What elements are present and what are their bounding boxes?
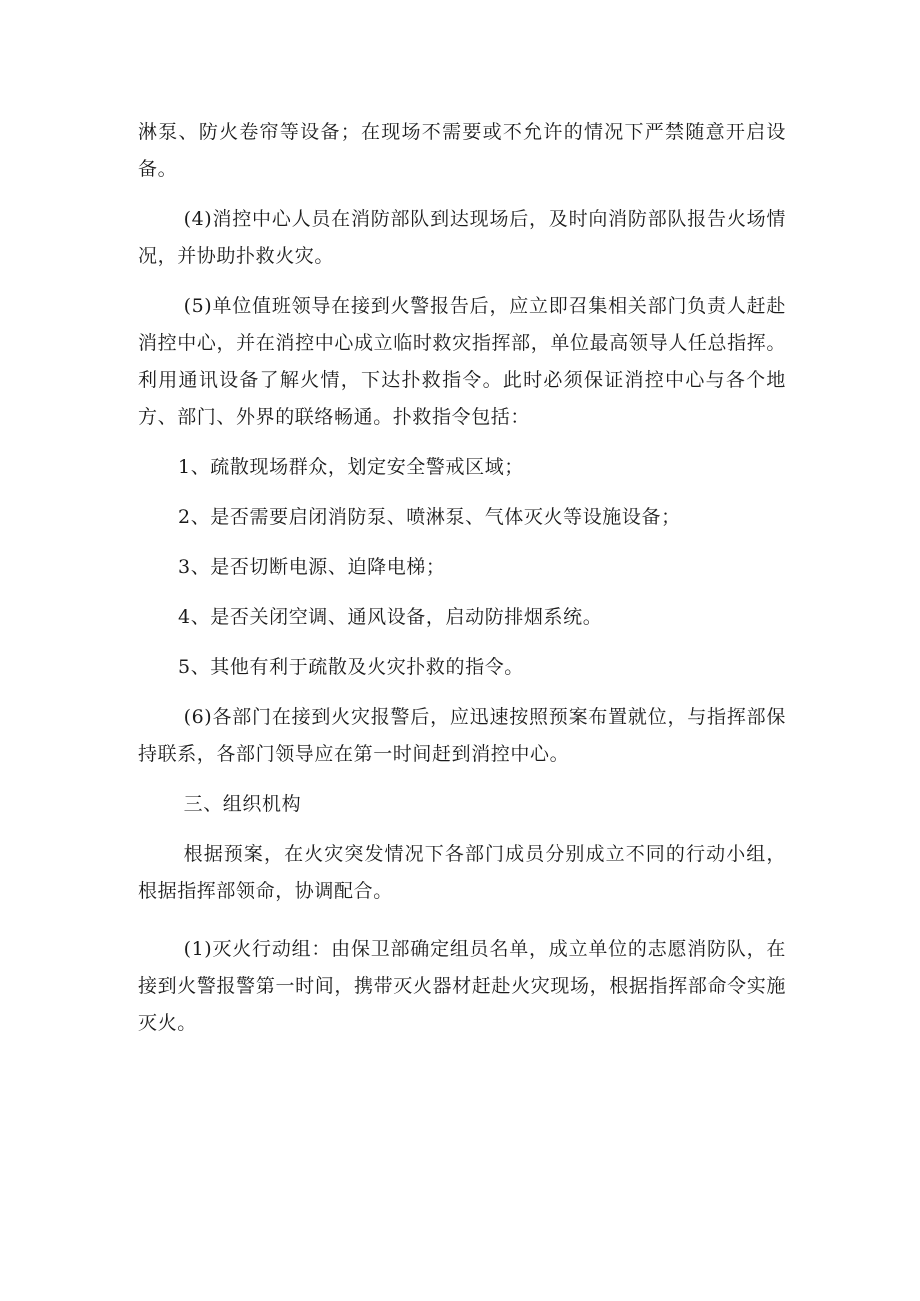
paragraph-item-4: (4)消控中心人员在消防部队到达现场后，及时向消防部队报告火场情况，并协助扑救火灾。 xyxy=(138,208,786,267)
document-body xyxy=(138,114,786,1042)
list-item-4: 4、是否关闭空调、通风设备，启动防排烟系统。 xyxy=(178,606,603,628)
paragraph-continuation: 淋泵、防火卷帘等设备；在现场不需要或不允许的情况下严禁随意开启设备。 xyxy=(138,121,786,180)
list-item-2: 2、是否需要启闭消防泵、喷淋泵、气体灭火等设施设备； xyxy=(178,506,681,528)
list-item-5: 5、其他有利于疏散及火灾扑救的指令。 xyxy=(178,656,524,678)
paragraph-firefighting-team: (1)灭火行动组：由保卫部确定组员名单，成立单位的志愿消防队，在接到火警报警第一时间，携带灭火器材赶赴火灾现场，根据指挥部命令实施灭火。 xyxy=(138,938,786,1034)
section-heading: 三、组织机构 xyxy=(183,793,302,815)
paragraph-organization: 根据预案，在火灾突发情况下各部门成员分别成立不同的行动小组，根据指挥部领命，协调配合。 xyxy=(138,843,786,902)
list-item-1: 1、疏散现场群众，划定安全警戒区域； xyxy=(178,456,524,478)
paragraph-item-5: (5)单位值班领导在接到火警报告后，应立即召集相关部门负责人赶赴消控中心，并在消控中心成立临时救灾指挥部，单位最高领导人任总指挥。利用通讯设备了解火情，下达扑救指令。此时必须保证消控中心与各个地方、部门、外界的联络畅通。扑救指令包括： xyxy=(138,295,786,428)
list-item-3: 3、是否切断电源、迫降电梯； xyxy=(178,556,446,578)
paragraph-item-6: (6)各部门在接到火灾报警后，应迅速按照预案布置就位，与指挥部保持联系，各部门领导应在第一时间赶到消控中心。 xyxy=(138,706,786,765)
